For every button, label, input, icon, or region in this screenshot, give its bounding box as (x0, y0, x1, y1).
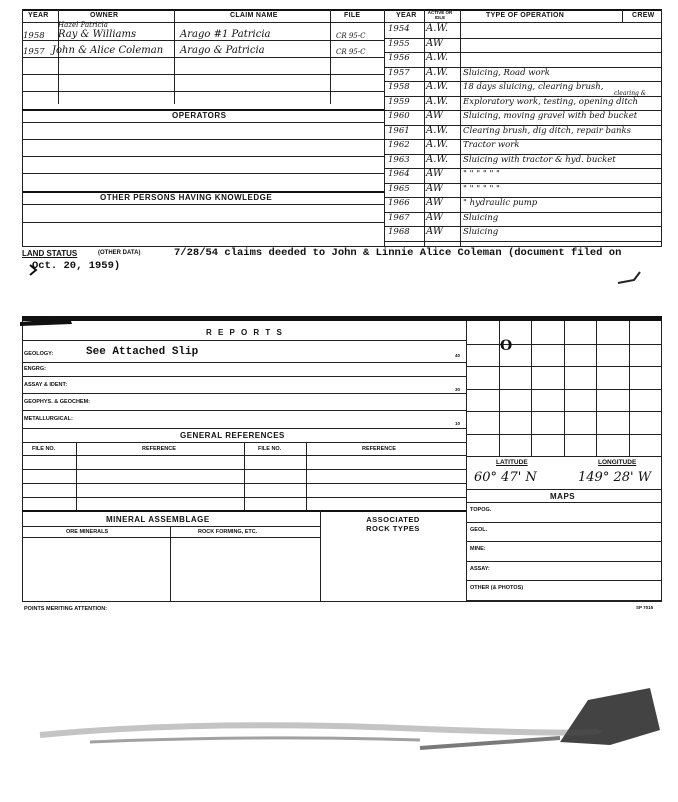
associated-rock-types: ASSOCIATED ROCK TYPES (366, 515, 420, 533)
ops-annotation: clearing & (614, 89, 647, 97)
ops-type: Sluicing (463, 212, 499, 223)
header-owner: OWNER (90, 12, 119, 19)
land-status-note: (OTHER DATA) (98, 250, 141, 256)
ops-status: AW (426, 37, 444, 49)
ops-year: 1959 (388, 96, 410, 107)
mineral-rock: ROCK FORMING, ETC. (198, 529, 258, 535)
ops-year: 1958 (388, 82, 410, 92)
ops-year: 1961 (388, 125, 410, 136)
ops-type: Clearing brush, dig ditch, repair banks (463, 125, 632, 136)
ops-type: Sluicing (463, 227, 499, 237)
ops-status: A.W. (426, 95, 449, 107)
ops-status: AW (426, 211, 444, 223)
ref-col-file-2: FILE NO. (258, 446, 282, 452)
operators-label: OPERATORS (172, 111, 227, 120)
owner-2-name: John & Alice Coleman (52, 45, 164, 56)
owner-2-claim: Arago & Patricia (180, 45, 265, 56)
ops-status: AW (426, 226, 444, 237)
ops-year: 1960 (388, 111, 410, 121)
ops-status: AW (426, 182, 444, 194)
assay-label: ASSAY & IDENT: (24, 382, 68, 388)
margin-num-2: 30 (455, 387, 461, 392)
header-year-ops: YEAR (396, 12, 417, 19)
ops-type: 18 days sluicing, clearing brush, (463, 82, 604, 92)
ops-type: " " " " " " (463, 169, 500, 179)
header-claim-name: CLAIM NAME (230, 12, 278, 19)
margin-num-1: 40 (455, 353, 461, 358)
ops-status: A.W. (426, 81, 449, 92)
ops-status: A.W. (426, 124, 449, 136)
latitude-value: 60° 47' N (474, 470, 537, 485)
maps-row-label: TOPOG. (470, 507, 492, 513)
header-active-idle: ACTIVE OR IDLE (427, 10, 453, 20)
ops-year: 1963 (388, 154, 410, 165)
ops-type: " hydraulic pump (463, 198, 538, 208)
ops-year: 1956 (388, 53, 410, 63)
owner-1-name: Ray & Williams (58, 29, 137, 40)
reports-title: R E P O R T S (206, 328, 284, 337)
maps-row-label: OTHER (& PHOTOS) (470, 585, 524, 591)
ops-year: 1962 (388, 140, 410, 150)
header-file: FILE (344, 12, 361, 19)
ops-status: AW (426, 168, 444, 179)
ops-type: Exploratory work, testing, opening ditch (463, 96, 638, 107)
maps-row-label: ASSAY: (470, 565, 490, 572)
ops-year: 1965 (388, 183, 410, 194)
ops-year: 1964 (388, 169, 410, 179)
mineral-ore: ORE MINERALS (66, 529, 109, 535)
form-number: SP 7015 (636, 605, 654, 610)
longitude-label: LONGITUDE (598, 459, 637, 466)
header-year: YEAR (28, 12, 49, 19)
margin-num-3: 10 (455, 421, 461, 426)
ops-year: 1968 (388, 227, 410, 237)
ops-year: 1967 (388, 212, 410, 223)
land-status-line1: 7/28/54 claims deeded to John & Linnie Alice Coleman (document filed on (174, 247, 622, 259)
ops-year: 1954 (388, 24, 410, 34)
geology-value: See Attached Slip (86, 346, 199, 358)
maps-row-label: MINE: (470, 546, 486, 552)
ops-status: AW (426, 110, 444, 121)
longitude-value: 149° 28' W (578, 470, 652, 485)
ops-type: Tractor work (463, 140, 520, 150)
header-crew: CREW (632, 12, 655, 19)
owner-1-file: CR 95-C (336, 32, 366, 40)
other-persons-label: OTHER PERSONS HAVING KNOWLEDGE (100, 193, 273, 202)
land-status-label: LAND STATUS (22, 249, 78, 258)
ref-col-file-1: FILE NO. (32, 446, 56, 452)
points-label: POINTS MERITING ATTENTION: (24, 606, 108, 612)
owner-1-claim: Arago #1 Patricia (180, 29, 271, 40)
ops-year: 1957 (388, 67, 410, 78)
ops-status: A.W. (426, 66, 449, 78)
ops-type: " " " " " " (463, 183, 500, 194)
latitude-label: LATITUDE (496, 459, 528, 466)
owner-2-year: 1957 (23, 47, 45, 57)
land-status-line2: Oct. 20, 1959) (32, 260, 121, 272)
ops-status: A.W. (426, 139, 449, 150)
ops-status: A.W. (426, 52, 449, 63)
ops-year: 1966 (388, 198, 410, 208)
ops-type: Sluicing, Road work (463, 67, 550, 78)
ops-type: Sluicing, moving gravel with bed bucket (463, 111, 638, 121)
owner-2-file: CR 95-C (336, 48, 366, 56)
ops-status: A.W. (426, 153, 449, 165)
owner-1-top: Hazel Patricia (58, 21, 108, 29)
header-type-of-operation: TYPE OF OPERATION (486, 12, 565, 19)
ref-col-reference-1: REFERENCE (142, 446, 176, 452)
geophys-label: GEOPHYS. & GEOCHEM: (24, 399, 91, 405)
engrg-label: ENGRG: (24, 366, 46, 372)
geology-label: GEOLOGY: (24, 351, 54, 357)
grid-mark: O (500, 338, 513, 354)
general-references-title: GENERAL REFERENCES (180, 431, 285, 440)
metallurgical-label: METALLURGICAL: (24, 416, 73, 422)
ops-status: AW (426, 197, 444, 208)
ops-status: A.W. (426, 23, 449, 34)
ops-year: 1955 (388, 38, 410, 49)
maps-title: MAPS (550, 492, 576, 501)
maps-row-label: GEOL. (470, 526, 488, 533)
ref-col-reference-2: REFERENCE (362, 446, 396, 452)
mineral-title: MINERAL ASSEMBLAGE (106, 515, 210, 524)
owner-1-year: 1958 (23, 31, 45, 41)
ops-type: Sluicing with tractor & hyd. bucket (463, 154, 616, 165)
